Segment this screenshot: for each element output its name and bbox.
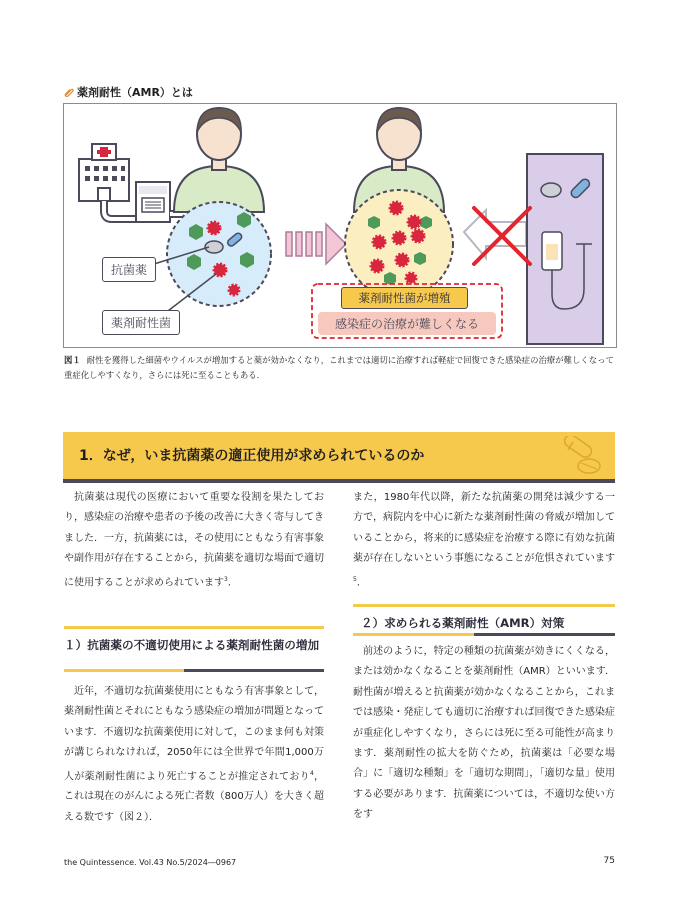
- figure-label: [64, 84, 193, 100]
- ref-4: 4: [309, 769, 314, 777]
- hospital-icon: [79, 144, 129, 201]
- subheading-1-underline-dark: [184, 669, 324, 672]
- subheading-2: [353, 604, 615, 636]
- subheading-1-underline: [64, 669, 184, 672]
- infection-circle-before: [167, 202, 271, 306]
- subheading-2-text: ２）求められる薬剤耐性（AMR）対策: [361, 616, 565, 630]
- resistant-tag: [102, 310, 180, 335]
- page-number: 75: [603, 856, 615, 866]
- figure-caption: [64, 353, 616, 383]
- infection-circle-after: [345, 190, 453, 298]
- section-heading: [63, 432, 615, 479]
- antibiotic-tag: [102, 257, 156, 282]
- right-paragraph-1: [353, 488, 615, 593]
- box-bottom: [318, 312, 496, 335]
- box-top: [341, 287, 468, 309]
- subheading-1-topline: [64, 626, 324, 629]
- subheading-1: [64, 626, 324, 672]
- left-paragraph-1: 抗菌薬は現代の医療において重要な役割を果たしており，感染症の治療や患者の予後の改善に大きく寄与してきました．一方，抗菌薬には，その使用にともなう有害事象や副作用が存在することから，抗菌薬を適切な場面で適切に使用することが求められています$^3$．: [64, 492, 324, 588]
- box-top-label: 薬剤耐性菌が増殖: [358, 291, 451, 305]
- ref-5: 5: [353, 575, 357, 583]
- journal-footer: the Quintessence. Vol.43 No.5/2024―0967: [64, 858, 237, 867]
- medicine-box-icon: [136, 182, 170, 222]
- left-p2b-text: ，これは現在のがんによる死亡者数（800万人）を大きく超える数です（図２）．: [64, 770, 325, 823]
- patient-before: [174, 108, 264, 212]
- section-title: 1．なぜ，いま抗菌薬の適正使用が求められているのか: [79, 448, 425, 464]
- right-p2-text: 前述のように，特定の種類の抗菌薬が効きにくくなる，または効かなくなることを薬剤耐性（AMR）といいます．耐性菌が増えると抗菌薬が効かなくなることから，これまでは感染・発症しても適切に治療すれば回復できた感染症が重症化しやすくなり，さらには死に至る可能性が高まります．薬剤耐性の拡大を防ぐため，抗菌薬は「必要な場合」に「適切な種類」を「適切な期間」，「適切な量」使用する必要があります．抗菌薬については，不適切な使い方をす: [353, 646, 615, 821]
- right-p1a-text: また，1980年代以降，新たな抗菌薬の開発は減少する一方で，病院内を中心に新たな薬剤耐性菌の脅威が増加していることから，将来的に感染症を治療する際に有効な抗菌薬が存在しないという事態になることが危惧されています: [353, 492, 615, 565]
- left-p1-text: 抗菌薬は現代の医療において重要な役割を果たしており，感染症の治療や患者の予後の改善に大きく寄与してきました．一方，抗菌薬には，その使用にともなう有害事象や副作用が存在することから，抗菌薬を適切な場面で適切に使用することが求められています: [64, 492, 324, 588]
- paperclip-icon: [64, 87, 74, 97]
- caption-text: 耐性を獲得した細菌やウイルスが増加すると薬が効かなくなり，これまでは適切に治療すれば軽症で回復できた感染症の治療が難しくなって重症化しやすくなり，さらには死に至ることもある．: [64, 355, 614, 380]
- right-paragraph-2: [353, 642, 615, 826]
- subheading-2-underline: [353, 633, 474, 636]
- left-paragraph-2: [64, 682, 324, 828]
- subheading-2-underline-dark: [474, 633, 615, 636]
- resistant-tag-label: 薬剤耐性菌: [111, 316, 172, 330]
- amr-figure: [63, 103, 617, 348]
- right-p1b-text: ．: [356, 576, 367, 588]
- figure-title: 薬剤耐性（AMR）とは: [77, 86, 193, 99]
- caption-number: 図１: [64, 355, 81, 365]
- transition-arrow-icon: [286, 224, 346, 264]
- pill-decoration-icon: [557, 436, 605, 476]
- drug-panel: [527, 154, 603, 344]
- antibiotic-tag-label: 抗菌薬: [111, 263, 148, 277]
- ref-3: 3: [224, 575, 228, 583]
- subheading-1-text: １）抗菌薬の不適切使用による薬剤耐性菌の増加: [64, 638, 320, 652]
- box-bottom-label: 感染症の治療が難しくなる: [334, 317, 479, 331]
- subheading-2-topline: [353, 604, 615, 607]
- left-p2a-text: 近年，不適切な抗菌薬使用にともなう有害事象として，薬剤耐性菌とそれにともなう感染症の増加が問題となっています．不適切な抗菌薬使用に対して，このまま何も対策が講じられなければ，2050年には全世界で年間1,000万人が薬剤耐性菌により死亡することが推定されており: [64, 686, 324, 782]
- section-rule: [63, 479, 615, 483]
